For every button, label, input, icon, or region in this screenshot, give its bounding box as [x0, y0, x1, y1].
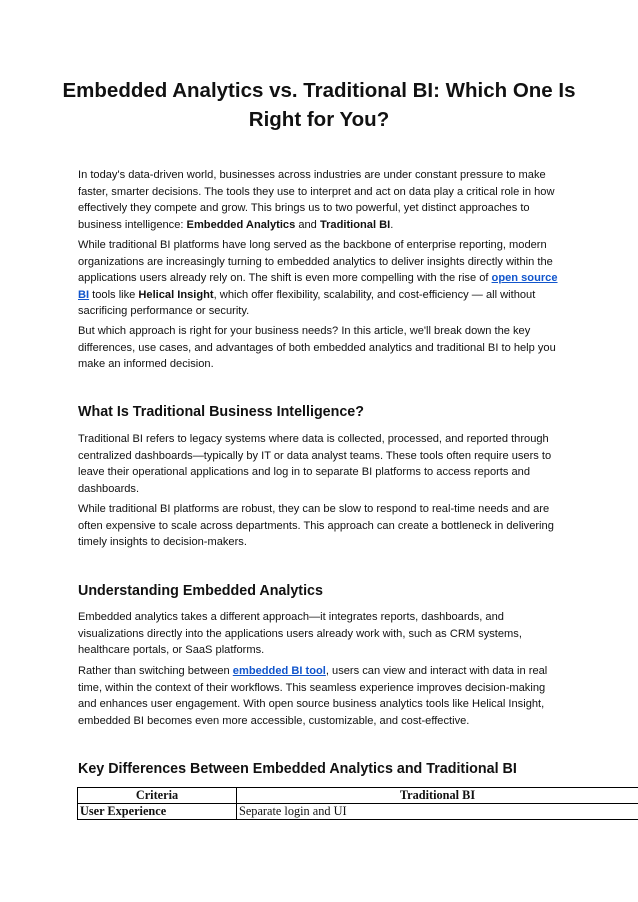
bold-traditional-bi: Traditional BI [319, 218, 391, 231]
table-cell-value: Separate login and UI [237, 804, 638, 820]
intro-p1-mid: and [295, 218, 320, 231]
embedded-analytics-paragraph-1: Embedded analytics takes a different approach—it integrates reports, dashboards, and visualizations directly into the applications users already work with, such as CRM systems, healthcare portals, or SaaS platforms. [78, 611, 522, 657]
intro-p2-end: , which offer flexibility, scalability, and cost-efficiency — all without sacrificing performance or security. [78, 288, 536, 318]
intro-paragraph-1 [78, 167, 564, 233]
traditional-bi-paragraph-2: While traditional BI platforms are robust, they can be slow to respond to real-time needs and are often expensive to scale across departments. This approach can create a bottleneck in delivering timely insights to decision-makers. [78, 503, 554, 549]
ea-p2-start: Rather than switching between [78, 665, 233, 677]
intro-p2-mid: tools like [89, 288, 139, 301]
table-header-criteria: Criteria [78, 788, 237, 804]
section-heading-traditional-bi: What Is Traditional Business Intelligence? [78, 404, 364, 420]
embedded-analytics-paragraph-2 [78, 663, 564, 729]
traditional-bi-paragraph-1: Traditional BI refers to legacy systems where data is collected, processed, and reported through centralized dashboards—typically by IT or data analyst teams. These tools often require users to leave their operational applications and log in to separate BI platforms to access reports and dashboards. [78, 433, 552, 495]
intro-paragraph-3: But which approach is right for your business needs? In this article, we'll break down the key differences, use cases, and advantages of both embedded analytics and traditional BI to help you make an informed decision. [78, 325, 556, 371]
table-row [78, 804, 638, 820]
intro-p1-end: . [390, 218, 394, 231]
intro-p2-text: While traditional BI platforms have long served as the backbone of enterprise reporting, modern organizations are increasingly turning to embedded analytics to deliver insights directly within the applications users already rely on. The shift is even more compelling with the rise of [78, 239, 553, 285]
section-heading-embedded-analytics: Understanding Embedded Analytics [78, 583, 323, 599]
table-header-traditional-bi: Traditional BI [237, 788, 638, 804]
comparison-table [77, 787, 638, 820]
page-title: Embedded Analytics vs. Traditional BI: Which One Is Right for You? [62, 79, 576, 131]
bold-helical-insight: Helical Insight [138, 288, 214, 301]
open-source-bi-link[interactable]: open source BI [78, 272, 558, 301]
bold-embedded-analytics: Embedded Analytics [186, 218, 296, 231]
embedded-bi-tool-link[interactable]: embedded BI tool [232, 665, 326, 677]
intro-p1-text: In today's data-driven world, businesses across industries are under constant pressure to make faster, smarter decisions. The tools they use to interpret and act on data play a critical role in how effectively they compete and grow. This brings us to two powerful, yet distinct approaches to business intelligence: [78, 169, 555, 231]
section-heading-key-differences: Key Differences Between Embedded Analytics and Traditional BI [78, 761, 517, 777]
intro-paragraph-2 [78, 237, 564, 320]
table-cell-criteria: User Experience [78, 804, 237, 820]
table-header-row [78, 788, 638, 804]
ea-p2-end: , users can view and interact with data in real time, within the context of their workflows. This seamless experience improves decision-making and enhances user engagement. With open source business analytics tools like Helical Insight, embedded BI becomes even more accessible, customizable, and cost-effective. [78, 665, 548, 727]
